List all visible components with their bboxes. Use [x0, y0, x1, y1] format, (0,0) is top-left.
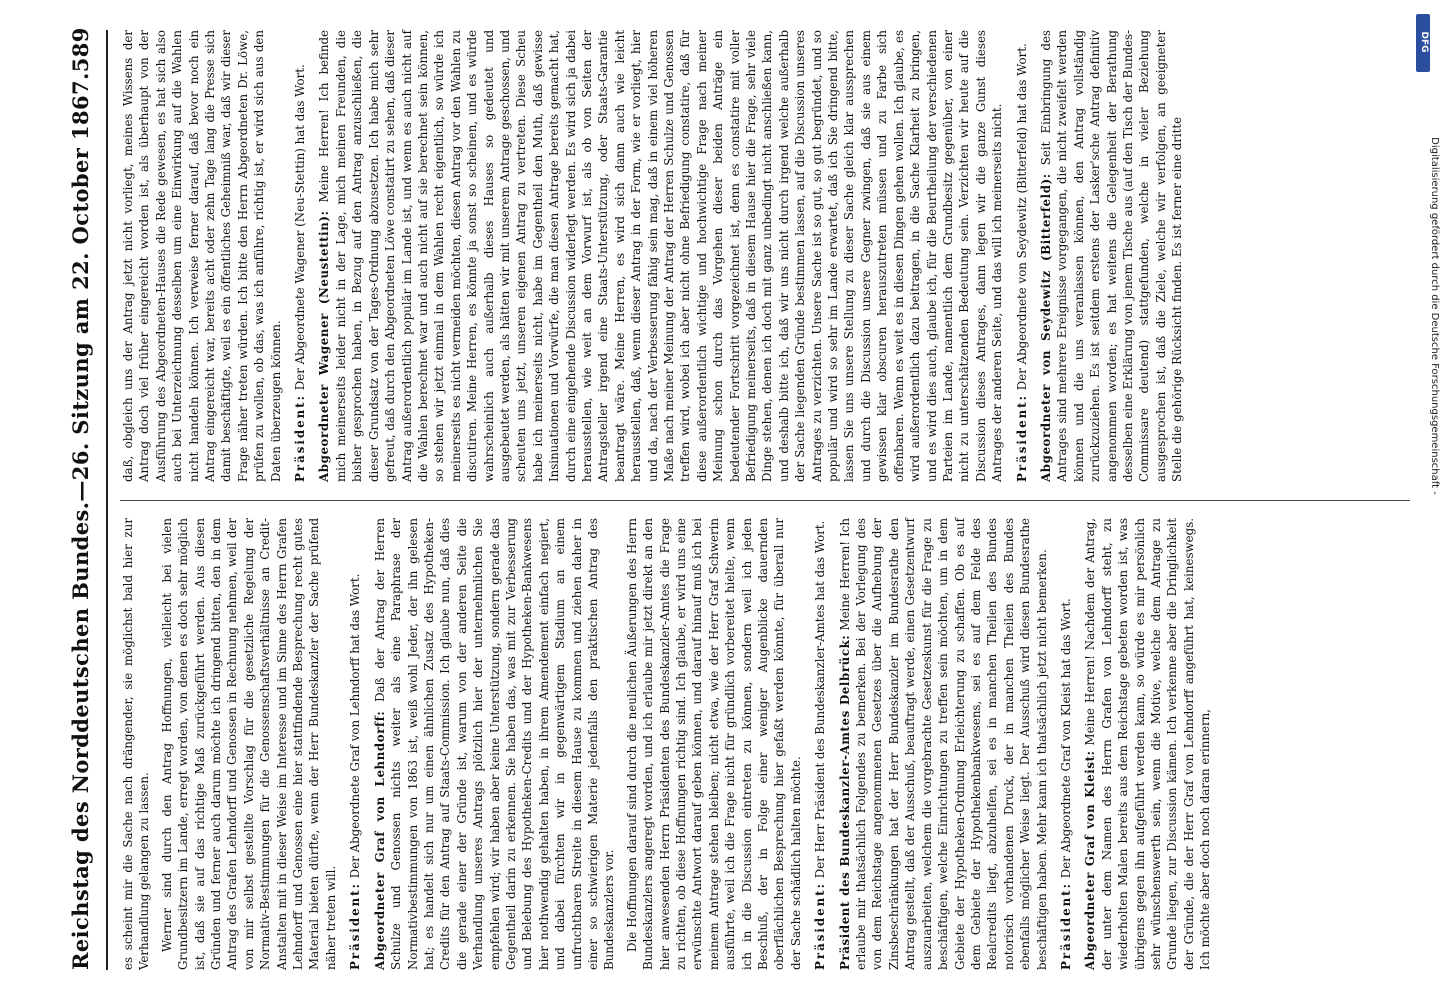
speaker-label: Abgeordneter von Seydewitz (Bitterfeld): [1038, 173, 1053, 482]
speaker-label: Abgeordneter Graf von Lehndorff: [372, 710, 387, 970]
speech-text: Der Abgeordnete von Seydewitz (Bitterfeld) hat das Wort. [1014, 43, 1029, 391]
president-label: Präsident: [1014, 394, 1029, 482]
left-column [120, 518, 1420, 970]
speech-text: Der Abgeordnete Graf von Lehndorff hat das Wort. [348, 573, 363, 879]
speech-text: Der Herr Präsident des Bundeskanzler-Amtes hat das Wort. [813, 520, 828, 879]
president-label: Präsident: [293, 394, 308, 482]
digitization-sidebar [1414, 8, 1440, 992]
column-divider [120, 500, 1410, 501]
president-label: Präsident: [348, 882, 363, 970]
paragraph-text: daß, obgleich uns der Antrag jetzt nicht vorliegt, meines Wissens der Antrag doch viel früher eingereicht worden ist, als überhaupt von der Ausführung des Abgeordneten-Hauses die Rede gewesen, es hat sich also auch bei Unterzeichnung desselben um eine Einwirkung auf die Wahlen nicht handeln können. Ich verweise ferner darauf, daß bevor noch ein Antrag eingereicht war, bereits acht oder zehn Tage lang die Presse sich damit beschäftigte, weil es ein öffentliches Geheimniß war, daß wir dieser Frage näher treten würden. Ich bitte den Herrn Abgeordneten Dr. Löwe, prüfen zu wollen, ob das, was ich anführe, richtig ist, er wird sich aus den Daten überzeugen können. [121, 30, 283, 482]
president-remark [292, 30, 308, 482]
speech-text: Meine Herren! Nachdem der Antrag, der unter dem Namen des Herrn Grafen von Lehndorff steht, zu wiederholten Malen bereits aus dem Reichstage gebeten worden ist, was übrigens gegen ihn aufgeführt werden kann, so würde es mir persönlich sehr wünschenswerth sein, wenn die Motive, welche dem Antrage zu Grunde liegen, zur Discussion kämen. Ich verkenne aber die Dringlichkeit der Gründe, die der Herr Graf von Lehndorff angeführt hat, keineswegs. Ich möchte aber doch noch daran erinnern, [1083, 518, 1213, 970]
speaker-label: Abgeordneter Wagener (Neustettin): [317, 210, 332, 482]
president-remark [347, 518, 363, 970]
text-columns [120, 30, 1420, 970]
speaker-paragraph [1038, 30, 1186, 482]
speech-text: Seit Einbringung des Antrages sind mehrere Ereignisse vorgegangen, die nicht zweifelt werden können und die uns veranlassen können, den Antrag vollständig zurückzuziehen. Es ist seitdem erstens der Lasker'sche Antrag definitiv angenommen worden; es hat weitens die Gelegenheit der Berathung desselben eine Erklärung von jenem Tische aus (auf den Tisch der Bundes-Commissare deutend) stattgefunden, welche in vieler Beziehung ausgesprochen ist, daß die Ziele, welche wir verfolgen, an geeigneter Stelle die gehörige Rücksicht finden. Es ist ferner eine dritte [1038, 30, 1185, 482]
speaker-paragraph [837, 518, 1050, 970]
speaker-paragraph [1082, 518, 1213, 970]
paragraph-continued [120, 30, 284, 482]
president-remark [1014, 30, 1030, 482]
funding-credit: Digitalisierung gefördert durch die Deutsche Forschungsgemeinschaft - [1429, 137, 1440, 495]
dfg-logo [1416, 14, 1430, 72]
paragraph-text: Die Hoffnungen darauf sind durch die neulichen Äußerungen des Herrn Bundeskanzlers angeregt worden, und ich erlaube mir jetzt direkt an den hier anwesenden Herrn Präsidenten des Bundeskanzler-Amtes die Frage zu richten, ob diese Hoffnungen richtig sind. Ich glaube, er wird uns eine erwünschte Antwort darauf geben können, und darauf hinauf muß ich bei meinem Antrage stehen bleiben; nicht etwa, wie der Herr Graf Schwerin ausführte, weil ich die Frage nicht für gründlich vorbereitet hielte, wenn ich in die Discussion eintreten zu können, sondern weil ich jeden Beschluß, der in Folge einer weniger Augenblicke dauernden oberflächlichen Besprechung hier gefaßt werden könnte, für überall nur der Sache schädlich halten möchte. [624, 518, 803, 970]
paragraph-text: es scheint mir die Sache nach drängender, sie möglichst bald hier zur Verhandlung gelangen zu lassen. [121, 518, 152, 970]
page-number: 589 [67, 27, 93, 73]
paragraph-continued [120, 518, 153, 970]
running-head-title: Reichstag des Norddeutschen Bundes. [67, 501, 93, 970]
paragraph [624, 518, 804, 970]
dfg-logo-text: DFG [1419, 31, 1429, 53]
speech-text: Meine Herren! Ich befinde mich meinerseits leider nicht in der Lage, mich meinen Freunden, die bisher gesprochen haben, in Bezug auf den Antrag anzuschließen, die dieser Grundsatz von der Tages-Ordnung abzusetzen. Ich habe mich sehr gefreut, daß durch den Abgeordneten Löwe constatirt zu sehen, daß dieser Antrag außerordentlich populär im Lande ist, und wenn es auch nicht auf die Wahlen berechnet war und auch nicht auf sie berechnet sein können, so stehen wir jetzt einmal in dem Wahlen recht eigentlich, so würde ich meinerseits es nicht vermeiden möchten, diesen Antrag vor den Wahlen zu discutiren. Meine Herren, es könnte ja sonst so scheinen, und es würde wahrscheinlich auch außerhalb dieses Hauses so gedeutet und ausgebeutet werden, als hätten wir mit unserem Antrage geschossen, und scheuten uns jetzt, unseren eigenen Antrag zu vertreten. Diese Scheu habe ich meinerseits nicht, habe im Gegentheil den Muth, daß gewisse Insinuationen und Vorwürfe, die man diesen Antrage bereits gemacht hat, durch eine eingehende Discussion widerlegt werden. Es wird sich ja dabei herausstellen, wie weit an dem Vorwurf ist, als ob von Seiten der Antragsteller irgend eine Staats-Unterstützung, oder Staats-Garantie beantragt wäre. Meine Herren, es wird sich dann auch wie leicht herausstellen, daß, wenn dieser Antrag in der Form, wie er vorliegt, hier und da, nach der Verbesserung fähig sein mag, daß in einem viel höheren Maße nach meiner Meinung der Antrag der Herren Schulze und Genossen treffen wird, wobei ich aber nicht ohne Befriedigung constatire, daß für diese außerordentlich wichtige und hochwichtige Frage nach meiner Meinung schon durch das Vorgehen dieser beiden Anträge ein bedeutender Fortschritt vorgezeichnet ist, denn es constatire mit voller Befriedigung meinerseits, daß in diesem Hause hier die Frage, sehr viele Dinge stehen, denen ich doch mit ganz unbedingt nicht anschließen kann, und deshalb bitte ich, daß wir uns nicht durch irgend welche außerhalb der Sache liegenden Gründe bestimmen lassen, auf die Discussion unseres Antrages zu verzichten. Unsere Sache ist so gut, so gut begründet, und so populär und wird so sehr im Lande erwartet, daß ich Sie dringend bitte, lassen Sie uns unsere Stellung zu dieser Sache gleich klar aussprechen und durch die Discussion unsere Gegner zwingen, daß sie aus einem gewissen klar obscuren herauszutreten müssen und zu Farbe sich offenbaren. Wenn es weit es in diesen Dingen gehen wollen. Ich glaube, es wird außerordentlich dazu beitragen, in die Sache Klarheit zu bringen, und es wird dies auch, glaube ich, für die Beurtheilung der verschiedenen Parteien im Lande, namentlich dem Grundbesitz gegenüber, von einer nicht zu unterschätzenden Bedeutung sein. Verzichten wir heute auf die Discussion dieses Antrages, dann legen wir die ganze Gunst dieses Antrages der anderen Seite, und das will ich meinerseits nicht. [317, 30, 1005, 482]
speaker-label: Präsident des Bundeskanzler-Amtes Delbrück: [837, 634, 852, 970]
running-head-session: 26. Sitzung am 22. October 1867. [67, 72, 93, 481]
speaker-paragraph [372, 518, 618, 970]
paragraph [159, 518, 339, 970]
speech-text: Daß der Antrag der Herren Schulze und Genossen nichts weiter als eine Paraphrase der Normativbestimmungen von 1863 ist, weiß wohl Jeder, der ihn gelesen hat; es handelt sich nur um einen ähnlichen Zusatz des Hypotheken-Credits für den Antrag auf Staats-Commission. Ich glaube nun, daß dies die gerade einer der Gründe ist, warum von der anderen Seite die Verhandlung unseres Antrags plötzlich hier der unternehmlichen Sie empfehlen wird; wir haben aber keine Unterstützung, sondern gerade das Gegentheil darin zu erkennen. Sie haben das, was mit zur Verbesserung und Belebung des Hypotheken-Credits und der Hypotheken-Bankwesens hier nothwendig gehalten haben, in ihrem Amendement einfach negiert, und dabei fürchten wir in gegenwärtigem Stadium an einem unfruchtbaren Streite in diesem Hause zu kommen und ziehen daher in einer so schwierigen Materie jedenfalls den praktischen Antrag des Bundeskanzlers vor. [372, 518, 617, 970]
speech-text: Meine Herren! Ich erlaube mir thatsächlich Folgendes zu bemerken. Bei der Vorlegung des von dem Reichstage angenommenen Gesetzes über die Aufhebung der Zinsbeschränkungen hat der Herr Bundeskanzler im Bundesrathe den Antrag gestellt, daß der Ausschuß, beauftragt werde, einen Gesetzentwurf auszuarbeiten, welchem die vorgebrachte Gesetzeskunst für die Frage zu beschäftigen, welche Einrichtungen zu treffen sein möchten, um in dem Gebiete der Hypotheken-Ordnung Erleichterung zu schaffen. Ob es auf dem Gebiete der Hypothekenbankwesens, sei es auf dem Felde des Realcredits liegt, abzuhelfen, sei es in manchen Theilen des Bundes notorisch vorhandenen Druck, der in manchen Theilen des Bundes ebenfalls möglicher Weise liegt. Der Ausschuß wird diesen Bundesrathe beschäftigen haben. Mehr kann ich thatsächlich jetzt nicht bemerken. [837, 518, 1049, 970]
speech-text: Der Abgeordnete Wagener (Neu-Stettin) hat das Wort. [293, 64, 308, 391]
rotated-document-page [58, 27, 1428, 970]
right-column [120, 30, 1420, 482]
paragraph-text: Werner sind durch den Antrag Hoffnungen, vielleicht bei vielen Grundbesitzern im Lande, erregt worden, von denen es doch sehr möglich ist, daß sie auf das richtige Maß zurückgeführt werden. Aus diesen Gründen und ferner auch darum möchte ich dringend bitten, den in dem Antrag des Grafen Lehndorff und Genossen in Rechnung nehmen, weil der von mir selbst gestellte Vorschlag für die gesetzliche Regelung der Normativ-Bestimmungen für die Genossenschaftsverhältnisse an Credit-Anstalten mit in dieser Weise im Interesse und im Sinne des Herrn Grafen Lehndorff und Genossen eine hier stattfindende Besprechung recht gutes Material bieten dürfte, wenn der Herr Bundeskanzler der Sache prüfend näher treten will. [159, 518, 338, 970]
speech-text: Der Abgeordnete Graf von Kleist hat das Wort. [1058, 598, 1073, 879]
president-remark [812, 518, 828, 970]
speaker-label: Abgeordneter Graf von Kleist: [1083, 750, 1098, 970]
header-rule [106, 30, 108, 970]
running-head-separator: — [67, 480, 93, 502]
running-head [58, 27, 102, 970]
president-remark [1058, 518, 1074, 970]
president-label: Präsident: [813, 882, 828, 970]
speaker-paragraph [316, 30, 1005, 482]
president-label: Präsident: [1058, 882, 1073, 970]
